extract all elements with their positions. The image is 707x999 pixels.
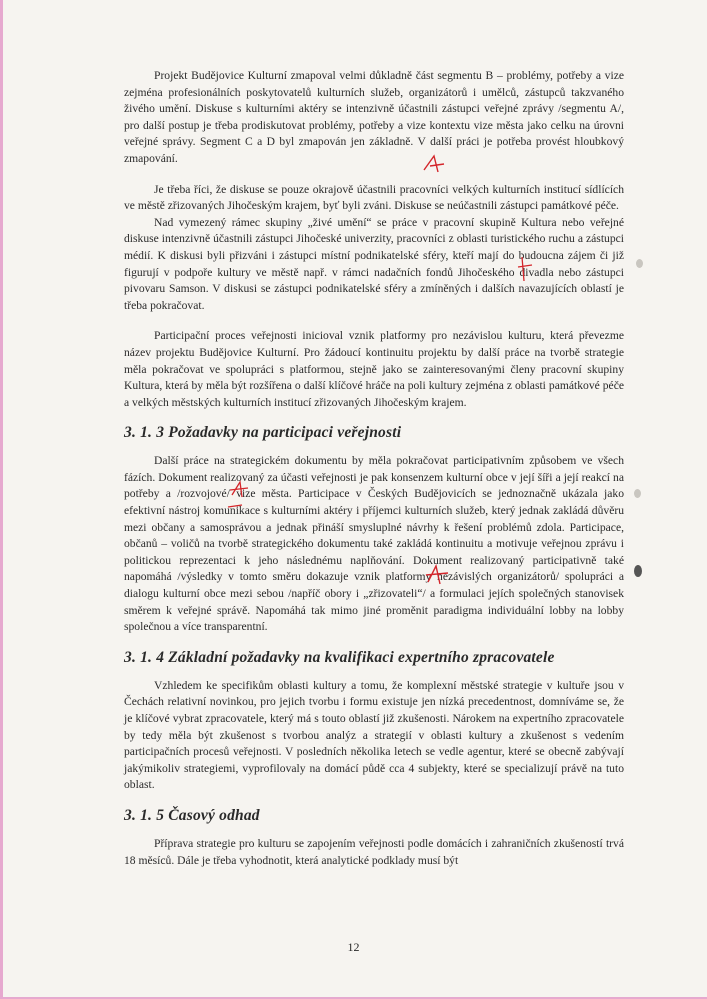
paragraph-platform: Participační proces veřejnosti inicioval vznik platformy pro nezávislou kulturu, která převezme název projektu Budějovice Kulturní. Pro žádoucí kontinuitu projektu by další práce na tvorbě strategie měla pokračovat ve spolupráci s platformou, stejně jako se zainteresovanými členy pracovní skupiny Kultura, která by měla být rozšířena o další klíčové hráče na poli kultury zejména z oblasti památkové péče a velkých městských kulturních institucí zřizovaných Jihočeským krajem. (124, 329, 624, 409)
punch-hole-mark (634, 489, 641, 498)
paragraph-intro: Projekt Budějovice Kulturní zmapoval velmi důkladně část segmentu B – problémy, potřeby a vize zejména profesionálních poskytovatelů kulturních služeb, organizátorů i umělců, zástupců takzvaného živého umění. Diskuse s kulturními aktéry se intenzivně účastnili zástupci veřejné zprávy /segmentu A/, pro další postup je třeba prodiskutovat problémy, potřeby a vize kontextu vize města jako celku na úrovni veřejné správy. Segment C a D byl zmapován jen základně. V další práci je potřeba provést hloubkový zmapování. (124, 69, 624, 165)
page-number: 12 (347, 940, 360, 954)
punch-hole-mark (636, 259, 643, 268)
proofreading-mark (226, 479, 252, 501)
section-text-313: Další práce na strategickém dokumentu by měla pokračovat participativním způsobem ve všech fázích. Dokument realizovaný za účasti veřejnosti je pak konsenzem kulturní obce v její šíři a její reakcí na potřeby a /rozvojové/ vize města. Participace v Českých Budějovicích se jednoznačně ukázala jako efektivní nástroj komunikace s kulturními aktéry i příjemci kulturních služeb, který jednak zakládá důvěru mezi občany a samosprávou a jednak přináší smysluplné návrhy k řešení problémů zdola. Participace, občanů – voličů na tvorbě strategického dokumentu také zakládá kontinuitu a motivuje veřejnou zprávu i politickou reprezentaci k jeho následnému naplňování. Dokument realizovaný participativně také napomáhá /výsledky v tomto směru dokazuje vznik platformy nezávislých organizátorů/ spolupráci a dialogu kulturní obce mezi sebou /napříč obory i „zřizovateli“/ a formulaci jejích společných stanovisek směrem k veřejné správě. Napomáhá tak mimo jiné proměnit paradigma individuální lobby na lobby společnou a více transparentní. (124, 454, 624, 634)
section-heading-315: 3. 1. 5 Časový odhad (124, 806, 260, 824)
punch-hole-mark (634, 565, 642, 577)
proofreading-mark (514, 255, 540, 285)
section-text-315: Příprava strategie pro kulturu se zapojením veřejnosti podle domácích i zahraničních zkušeností trvá 18 měsíců. Dále je třeba vyhodnotit, která analytické podklady musí být (124, 836, 624, 867)
paragraph-institutions: Je třeba říci, že diskuse se pouze okrajově účastnili pracovníci velkých kulturních institucí sídlících ve městě zřizovaných Jihočeským krajem, byť byli zváni. Diskuse se neúčastnili zástupci památkové péče. (124, 182, 624, 213)
document-body (124, 68, 624, 869)
section-text-314: Vzhledem ke specifikům oblasti kultury a tomu, že komplexní městské strategie v kultuře jsou v Čechách relativní novinkou, pro jejich tvorbu i formu existuje jen nízká precedentnost, domníváme se, že je klíčové vybrat zpracovatele, který má s touto oblastí již zkušenosti. Nárokem na expertního zpracovatele by tedy měla být zkušenost s tvorbou analýz a strategií v oblasti kultury a zkušenost s vedením participačních procesů veřejnosti. V posledních několika letech se vedle agentur, které se obecně zabývají jakýmikoliv strategiemi, vyprofilovaly na domácí půdě cca 4 subjekty, které se specializují právě na tuto oblast. (124, 678, 624, 792)
proofreading-mark (420, 152, 450, 176)
proofreading-mark (422, 562, 452, 586)
section-heading-314: 3. 1. 4 Základní požadavky na kvalifikaci expertního zpracovatele (124, 648, 555, 666)
proofreading-mark (226, 499, 246, 513)
page-edge-left (0, 0, 3, 999)
section-heading-313: 3. 1. 3 Požadavky na participaci veřejnosti (124, 424, 402, 442)
paragraph-participants: Nad vymezený rámec skupiny „živé umění“ se práce v pracovní skupině Kultura nebo veřejné diskuse intenzivně účastnili zástupci Jihočeské univerzity, pracovníci z oblasti turistického ruchu a zástupci médií. K diskusi byli přizváni i zástupci místní podnikatelské sféry, kteří mají do budoucna zájem či již figurují v podpoře kultury ve městě např. v rámci nadačních fondů Jihočeského divadla nebo zástupci pivovaru Samson. V diskusi se zástupci podnikatelské sféry a zmíněných i dalších navazujících oblastí je třeba pokračovat. (124, 215, 624, 312)
